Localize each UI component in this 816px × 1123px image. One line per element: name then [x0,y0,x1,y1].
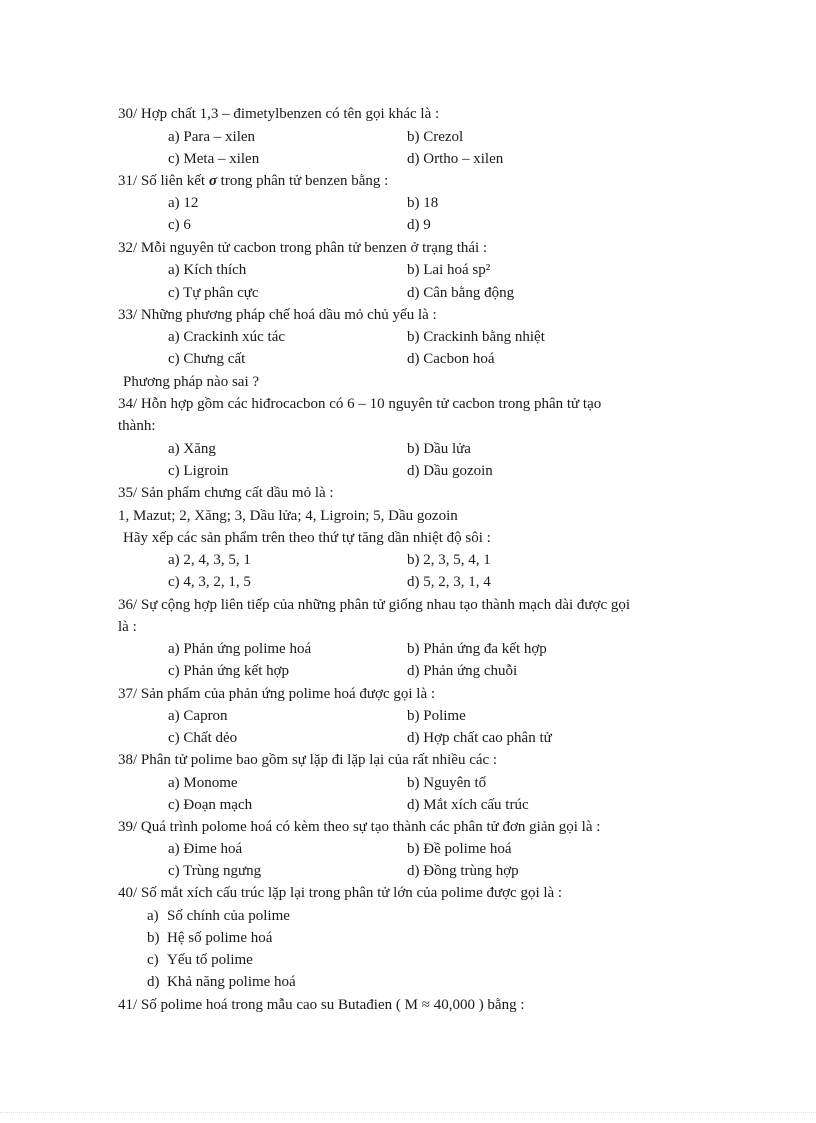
question-32: 32/ Mỗi nguyên tử cacbon trong phân tử benzen ở trạng thái : [118,240,488,256]
question-31-text-before: 31/ Số liên kết [118,173,209,189]
question-35: 35/ Sản phẩm chưng cất dầu mỏ là : [118,485,334,501]
option-33d: d) Cacbon hoá [407,351,495,367]
option-label: Hệ số polime hoá [167,930,273,946]
question-31 [118,172,388,190]
option-31b: b) 18 [407,195,439,211]
option-37b: b) Polime [407,708,466,724]
question-41: 41/ Số polime hoá trong mẫu cao su Butađien ( M ≈ 40,000 ) bằng : [118,997,525,1013]
question-37: 37/ Sản phẩm của phản ứng polime hoá được gọi là : [118,686,436,702]
option-34c: c) Ligroin [168,463,229,479]
option-32c: c) Tự phân cực [168,285,259,301]
question-35-ask: Hãy xếp các sản phẩm trên theo thứ tự tăng dần nhiệt độ sôi : [123,530,491,546]
option-34d: d) Dầu gozoin [407,463,493,479]
option-label: Số chính của polime [167,908,290,924]
option-39c: c) Trùng ngưng [168,863,262,879]
option-30d: d) Ortho – xilen [407,151,504,167]
option-32d: d) Cân bằng động [407,285,515,301]
question-36-line2: là : [118,619,137,635]
option-marker: b) [147,930,160,946]
option-36b: b) Phản ứng đa kết hợp [407,641,547,657]
page-bottom-divider [0,1112,816,1113]
option-40d [147,973,296,991]
question-33-tail: Phương pháp nào sai ? [123,374,260,390]
option-32a: a) Kích thích [168,262,247,278]
option-39b: b) Đề polime hoá [407,841,512,857]
option-36a: a) Phản ứng polime hoá [168,641,312,657]
option-40a [147,907,290,925]
option-37c: c) Chất dẻo [168,730,238,746]
option-39a: a) Đime hoá [168,841,243,857]
question-34-line2: thành: [118,418,156,434]
option-38a: a) Monome [168,775,238,791]
option-marker: d) [147,974,160,990]
option-marker: a) [147,908,159,924]
option-35d: d) 5, 2, 3, 1, 4 [407,574,491,590]
option-30c: c) Meta – xilen [168,151,260,167]
option-40b [147,929,272,947]
question-35-list: 1, Mazut; 2, Xăng; 3, Dầu lửa; 4, Ligroin; 5, Dầu gozoin [118,508,458,524]
option-label: Khả năng polime hoá [167,974,296,990]
option-38b: b) Nguyên tố [407,775,487,791]
option-30a: a) Para – xilen [168,129,256,145]
option-38d: d) Mắt xích cấu trúc [407,797,529,813]
option-36c: c) Phản ứng kết hợp [168,663,290,679]
option-33a: a) Crackinh xúc tác [168,329,286,345]
option-marker: c) [147,952,159,968]
option-label: Yếu tố polime [167,952,253,968]
option-35c: c) 4, 3, 2, 1, 5 [168,574,251,590]
option-31d: d) 9 [407,217,431,233]
option-33c: c) Chưng cất [168,351,246,367]
option-39d: d) Đồng trùng hợp [407,863,519,879]
question-38: 38/ Phân tử polime bao gồm sự lặp đi lặp lại của rất nhiều các : [118,752,498,768]
option-38c: c) Đoạn mạch [168,797,253,813]
option-35a: a) 2, 4, 3, 5, 1 [168,552,251,568]
question-39: 39/ Quá trình polome hoá có kèm theo sự tạo thành các phân tử đơn giản gọi là : [118,819,601,835]
question-36-line1: 36/ Sự cộng hợp liên tiếp của những phân tử giống nhau tạo thành mạch dài được gọi [118,597,631,613]
option-34b: b) Dầu lửa [407,441,471,457]
option-35b: b) 2, 3, 5, 4, 1 [407,552,491,568]
option-32b: b) Lai hoá sp² [407,262,491,278]
option-31a: a) 12 [168,195,199,211]
question-40: 40/ Số mắt xích cấu trúc lặp lại trong phân tử lớn của polime được gọi là : [118,885,563,901]
option-37a: a) Capron [168,708,228,724]
question-30: 30/ Hợp chất 1,3 – đimetylbenzen có tên gọi khác là : [118,106,440,122]
question-31-text-after: trong phân tử benzen bằng : [216,173,389,189]
option-37d: d) Hợp chất cao phân tử [407,730,552,746]
option-31c: c) 6 [168,217,191,233]
question-33: 33/ Những phương pháp chế hoá dầu mỏ chủ yếu là : [118,307,437,323]
option-30b: b) Crezol [407,129,464,145]
option-36d: d) Phản ứng chuỗi [407,663,518,679]
option-40c [147,951,253,969]
option-33b: b) Crackinh bằng nhiệt [407,329,545,345]
sigma-symbol: σ [208,173,217,189]
option-34a: a) Xăng [168,441,216,457]
question-34-line1: 34/ Hỗn hợp gồm các hiđrocacbon có 6 – 10 nguyên tử cacbon trong phân tử tạo [118,396,602,412]
